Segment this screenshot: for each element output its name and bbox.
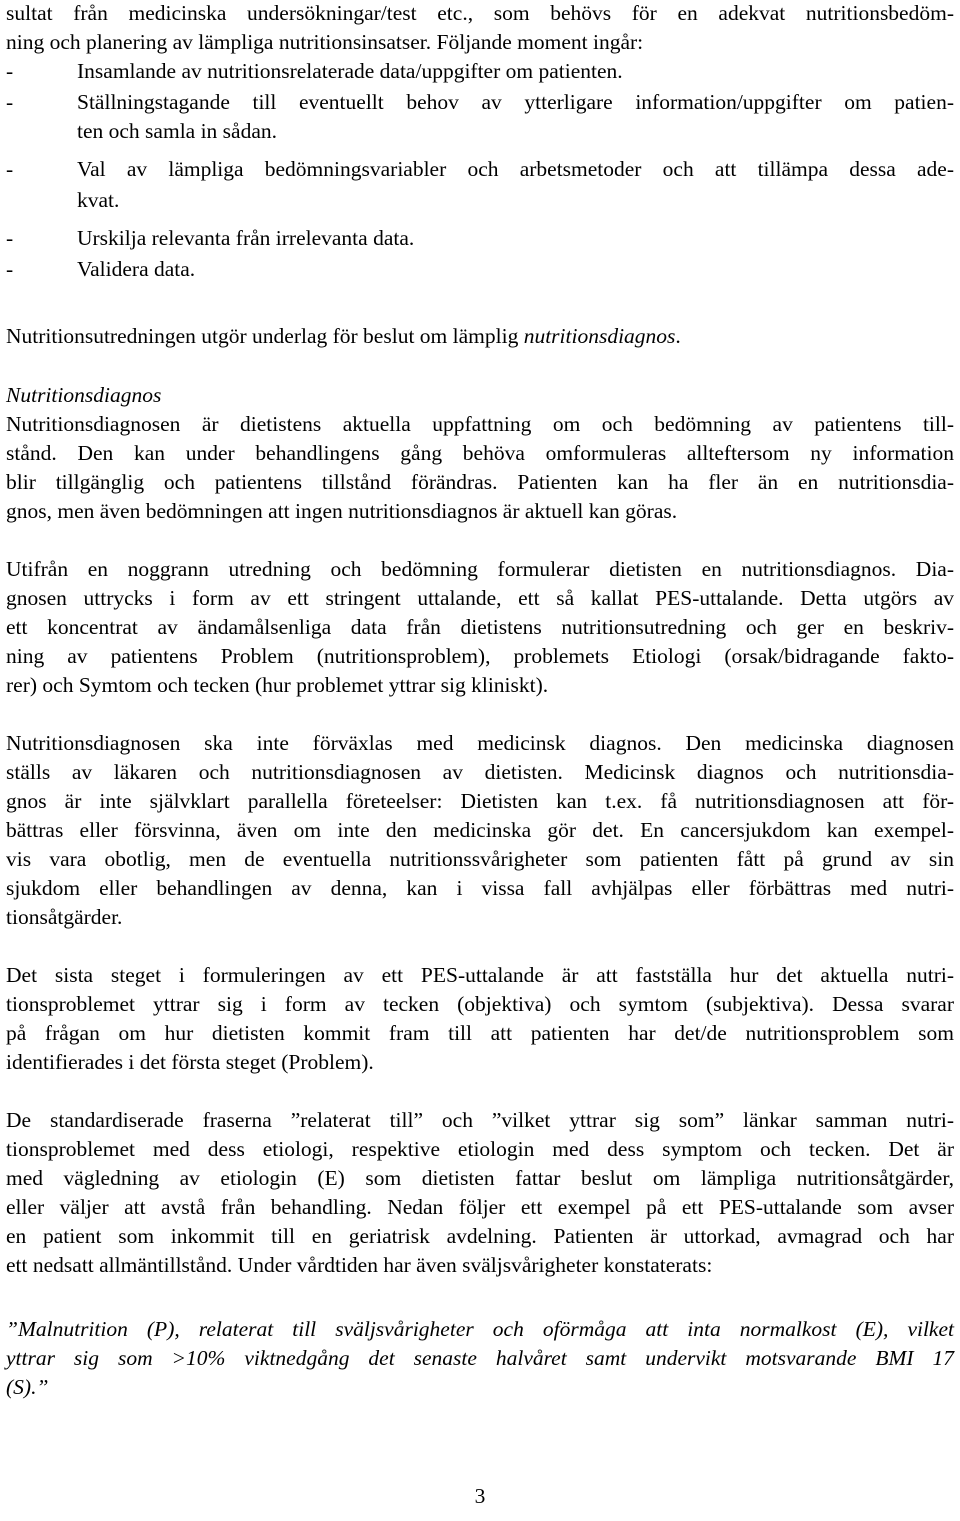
bullet-item: Validera data. (77, 257, 196, 281)
paragraph-line: ett koncentrat av ändamålsenliga data från dietistens nutritionsutredning och ger en beskriv- (6, 615, 954, 639)
paragraph-line: ställs av läkaren och nutritionsdiagnosen av dietisten. Medicinsk diagnos och nutritionsdia- (6, 760, 954, 784)
bullet-item-continued: ten och samla in sådan. (77, 119, 278, 143)
paragraph-line: Utifrån en noggrann utredning och bedömning formulerar dietisten en nutritionsdiagnos. Dia- (6, 557, 954, 581)
paragraph-line: tionsåtgärder. (6, 905, 123, 929)
paragraph-line: på frågan om hur dietisten kommit fram till att patienten har det/de nutritionsproblem som (6, 1021, 954, 1045)
paragraph-line: tionsproblemet med dess etiologi, respektive etiologin med dess symptom och tecken. Det är (6, 1137, 954, 1161)
bullet-item-continued: kvat. (77, 188, 120, 212)
paragraph-line: blir tillgänglig och patientens tillstånd förändras. Patienten kan ha fler än en nutritionsdia- (6, 470, 954, 494)
paragraph-line: identifierades i det första steget (Problem). (6, 1050, 374, 1074)
bullet-dash: - (6, 90, 14, 114)
example-line: ”Malnutrition (P), relaterat till sväljsvårigheter och oförmåga att inta normalkost (E), vilket (6, 1317, 954, 1341)
page-number: 3 (474, 1484, 486, 1508)
bullet-item: Val av lämpliga bedömningsvariabler och arbetsmetoder och att tillämpa dessa ade- (77, 157, 954, 181)
underlag-period: . (675, 324, 681, 348)
paragraph-line: ett nedsatt allmäntillstånd. Under vårdtiden har även sväljsvårigheter konstaterats: (6, 1253, 713, 1277)
paragraph-line: gnosen uttrycks i form av ett stringent uttalande, ett så kallat PES-uttalande. Detta utgörs av (6, 586, 954, 610)
paragraph-line: Nutritionsdiagnosen är dietistens aktuella uppfattning om och bedömning av patientens till- (6, 412, 954, 436)
example-line: (S).” (6, 1375, 49, 1399)
paragraph-line: De standardiserade fraserna ”relaterat till” och ”vilket yttrar sig som” länkar samman nutri- (6, 1108, 954, 1132)
paragraph-line: en patient som inkommit till en geriatrisk avdelning. Patienten är uttorkad, avmagrad och har (6, 1224, 954, 1248)
example-line: yttrar sig som >10% viktnedgång det senaste halvåret samt undervikt motsvarande BMI 17 (6, 1346, 954, 1370)
bullet-item: Ställningstagande till eventuellt behov av ytterligare information/uppgifter om patien- (77, 90, 954, 114)
section-heading: Nutritionsdiagnos (6, 383, 162, 407)
paragraph-line: bättras eller försvinna, även om inte den medicinska gör det. En cancersjukdom kan exempel- (6, 818, 954, 842)
paragraph-line: tionsproblemet yttrar sig i form av tecken (objektiva) och symtom (subjektiva). Dessa svarar (6, 992, 954, 1016)
paragraph-line: gnos, men även bedömningen att ingen nutritionsdiagnos är aktuell kan göras. (6, 499, 678, 523)
bullet-dash: - (6, 257, 14, 281)
underlag-sentence (6, 322, 954, 350)
bullet-dash: - (6, 157, 14, 181)
paragraph-line: stånd. Den kan under behandlingens gång behöva omformuleras allteftersom ny information (6, 441, 954, 465)
underlag-italic-term: nutritionsdiagnos (523, 324, 676, 348)
intro-line: sultat från medicinska undersökningar/test etc., som behövs för en adekvat nutritionsbedöm- (6, 1, 954, 25)
paragraph-line: eller väljer att avstå från behandling. Nedan följer ett exempel på ett PES-uttalande som avser (6, 1195, 954, 1219)
paragraph-line: ning av patientens Problem (nutritionsproblem), problemets Etiologi (orsak/bidragande fakto- (6, 644, 954, 668)
bullet-item: Insamlande av nutritionsrelaterade data/uppgifter om patienten. (77, 59, 623, 83)
intro-line: ning och planering av lämpliga nutritionsinsatser. Följande moment ingår: (6, 30, 644, 54)
paragraph-line: vis vara obotlig, men de eventuella nutritionssvårigheter som patienten fått på grund av sin (6, 847, 954, 871)
paragraph-line: rer) och Symtom och tecken (hur problemet yttrar sig kliniskt). (6, 673, 549, 697)
bullet-dash: - (6, 226, 14, 250)
paragraph-line: gnos är inte självklart parallella företeelser: Dietisten kan t.ex. få nutritionsdiagnosen att för- (6, 789, 954, 813)
bullet-item: Urskilja relevanta från irrelevanta data. (77, 226, 415, 250)
bullet-dash: - (6, 59, 14, 83)
paragraph-line: med vägledning av etiologin (E) som dietisten fattar beslut om lämpliga nutritionsåtgärder, (6, 1166, 954, 1190)
paragraph-line: sjukdom eller behandlingen av denna, kan i vissa fall avhjälpas eller förbättras med nutri- (6, 876, 954, 900)
paragraph-line: Nutritionsdiagnosen ska inte förväxlas med medicinsk diagnos. Den medicinska diagnosen (6, 731, 954, 755)
paragraph-line: Det sista steget i formuleringen av ett PES-uttalande är att fastställa hur det aktuella nutri- (6, 963, 954, 987)
underlag-text: Nutritionsutredningen utgör underlag för beslut om lämplig (6, 324, 524, 348)
